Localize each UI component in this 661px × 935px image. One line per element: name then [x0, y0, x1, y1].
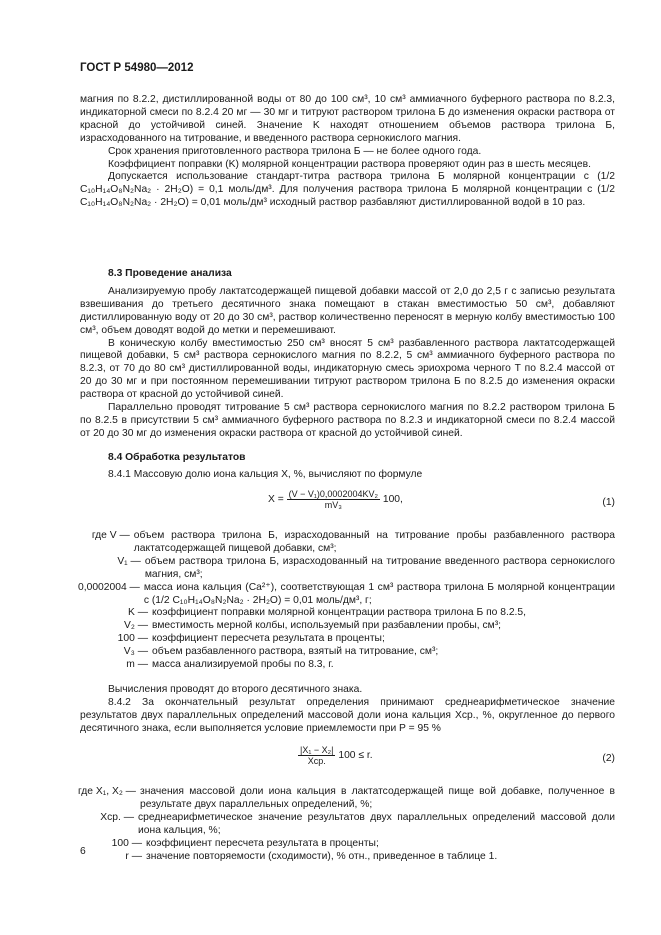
definition-text: среднеарифметическое значение результатов двух параллельных определений массовой доли иона кальция, %; [138, 811, 615, 836]
definition-row [78, 633, 615, 646]
formula-2-number: (2) [602, 753, 615, 764]
definition-text: вместимость мерной колбы, используемый при разбавлении пробы, см³; [152, 620, 502, 632]
section-8-4 [80, 452, 615, 482]
definition-text: объем разбавленного раствора, взятый на титрование, см³; [152, 646, 439, 658]
definition-text: значения массовой доли иона кальция в лактатсодержащей пище вой добавке, полученное в результате двух параллельных определений, %; [139, 786, 615, 810]
paragraph-correction-factor: Коэффициент поправки (K) молярной концентрации раствора проверяют один раз в шесть месяцев. [108, 158, 591, 170]
definition-row [78, 607, 615, 620]
formula-1 [268, 489, 403, 510]
section-8-4-1-text: 8.4.1 Массовую долю иона кальция X, %, вычисляют по формуле [108, 468, 423, 480]
definition-symbol: m — [126, 659, 148, 671]
formula-2 [298, 745, 373, 766]
formula-1-number: (1) [602, 497, 615, 508]
definition-text: значение повторяемости (сходимости), % отн., приведенное в таблице 1. [146, 850, 498, 862]
section-8-4-2 [80, 684, 615, 736]
section-8-3-paragraph-1: Анализируемую пробу лактатсодержащей пищевой добавки массой от 2,0 до 2,5 г с записью результата взвешивания до третьего десятичного знака помещают в стакан вместимостью 50 см³, добавляют дистиллированную воду от 20 до 30 см³, раствор количественно переносят в мерную колбу вместимостью 100 см³, объем доводят водой до метки и перемешивают. [80, 285, 615, 336]
definition-symbol: где X₁, X₂ — [78, 786, 136, 797]
formula-1-lhs: X = [268, 494, 284, 506]
definition-row [78, 786, 615, 812]
formula-1-denominator: mV₃ [324, 500, 342, 510]
formula-2-denominator: Xср. [307, 756, 326, 766]
definition-row [78, 620, 615, 633]
definition-row [78, 851, 615, 864]
definition-symbol: r — [125, 850, 142, 862]
section-8-3-paragraph-2: В коническую колбу вместимостью 250 см³ вносят 5 см³ разбавленного раствора лактатсодержащей пищевой добавки, 5 см³ раствора сернокислого магния по 8.2.2, 5 см³ аммиачного буферного раствора по 8.2.3, от 70 до 80 см³ дистиллированной воды, индикаторную смесь эриохрома черного Т по 8.2.4 массой от 20 до 30 мг и при постоянном перемешивании титруют раствором трилона Б по 8.2.5 до изменения окраски раствора от красной до устойчивой синей. [80, 337, 615, 401]
formula-2-numerator: |X₁ − X₂| [300, 745, 334, 755]
intro-block [80, 94, 615, 210]
formula-1-tail: 100, [382, 494, 403, 506]
definition-symbol: V₃ — [123, 646, 148, 658]
definition-symbol: 100 — [111, 837, 142, 849]
section-8-3-paragraph-3: Параллельно проводят титрование 5 см³ раствора сернокислого магния по 8.2.2 раствором трилона Б по 8.2.5 в присутствии 5 см³ аммиачного буферного раствора по 8.2.3 и индикаторной смеси по 8.2.4 массой от 20 до 30 мг до изменения окраски раствора от красной до устойчивой синей. [80, 402, 615, 439]
definition-row [78, 646, 615, 659]
standard-header: ГОСТ Р 54980—2012 [80, 62, 194, 74]
definition-text: коэффициент поправки молярной концентрации раствора трилона Б по 8.2.5, [152, 607, 527, 619]
definition-text: коэффициент пересчета результата в проценты; [146, 837, 379, 849]
paragraph-storage: Срок хранения приготовленного раствора трилона Б — не более одного года. [108, 145, 482, 157]
definition-text: масса анализируемой пробы по 8.3, г. [152, 659, 334, 671]
definition-row [78, 530, 615, 556]
definition-text: объем раствора трилона Б, израсходованный на титрование пробы разбавленного раствора лактатсодержащей пищевой добавки, см³; [133, 530, 615, 554]
paragraph-magnesium: магния по 8.2.2, дистиллированной воды от 80 до 100 см³, 10 см³ аммиачного буферного раствора по 8.2.3, индикаторной смеси по 8.2.4 20 мг — 30 мг и титруют раствором трилона Б до изменения окраски раствора от красной до устойчивой синей. Значение K находят отношением объемов раствора трилона Б, израсходованного на титрование, и введенного раствора сернокислого магния. [80, 94, 615, 144]
page-number: 6 [80, 846, 86, 857]
definitions-formula-2 [78, 786, 615, 863]
definitions-formula-1 [78, 530, 615, 672]
definition-row [78, 582, 615, 608]
definition-text: объем раствора трилона Б, израсходованный на титрование введенного раствора сернокислого магния, см³; [144, 555, 615, 580]
definition-symbol: V₂ — [123, 620, 148, 632]
section-8-4-2-text: 8.4.2 За окончательный результат определения принимают среднеарифметическое значение результатов двух параллельных определений массовой доли иона кальция Xср., %, округленное до первого десятичного знака, если выполняется условие приемлемости при P = 95 % [80, 696, 615, 734]
definition-symbol: 100 — [117, 633, 148, 645]
definition-symbol: K — [127, 607, 148, 619]
definition-symbol: 0,0002004 — [78, 581, 140, 593]
calculation-note: Вычисления проводят до второго десятичного знака. [108, 684, 363, 695]
definition-row [78, 659, 615, 672]
definition-row [78, 812, 615, 838]
formula-2-fraction [298, 745, 335, 766]
formula-1-numerator: (V − V₁)0,0002004KV₂ [288, 489, 378, 499]
definition-text: масса иона кальция (Ca²⁺), соответствующая 1 см³ раствора трилона Б молярной концентрации c (1/2 C₁₀H₁₄O₈N₂Na₂ · 2H₂O) = 0,01 моль/дм³, г; [143, 581, 615, 606]
formula-2-tail: 100 ≤ r. [338, 750, 373, 762]
formula-1-fraction [287, 489, 380, 510]
definition-symbol: Xср. — [100, 811, 135, 823]
definition-text: коэффициент пересчета результата в проценты; [152, 633, 385, 645]
definition-symbol: V₁ — [117, 555, 141, 567]
definition-symbol: где V — [91, 530, 130, 541]
section-8-3 [80, 268, 615, 441]
paragraph-standard-titre: Допускается использование стандарт-титра раствора трилона Б молярной концентрации c (1/2 C₁₀H₁₄O₈N₂Na₂ · 2H₂O) = 0,1 моль/дм³. Для получения раствора трилона Б молярной концентрации c (1/2 C₁₀H₁₄O₈N₂Na₂ · 2H₂O) = 0,01 моль/дм³ исходный раствор разбавляют дистиллированной водой в 10 раз. [80, 171, 615, 209]
definition-row [78, 838, 615, 851]
section-8-4-title: 8.4 Обработка результатов [108, 452, 246, 463]
definition-row [78, 556, 615, 582]
section-8-3-title: 8.3 Проведение анализа [108, 268, 232, 279]
